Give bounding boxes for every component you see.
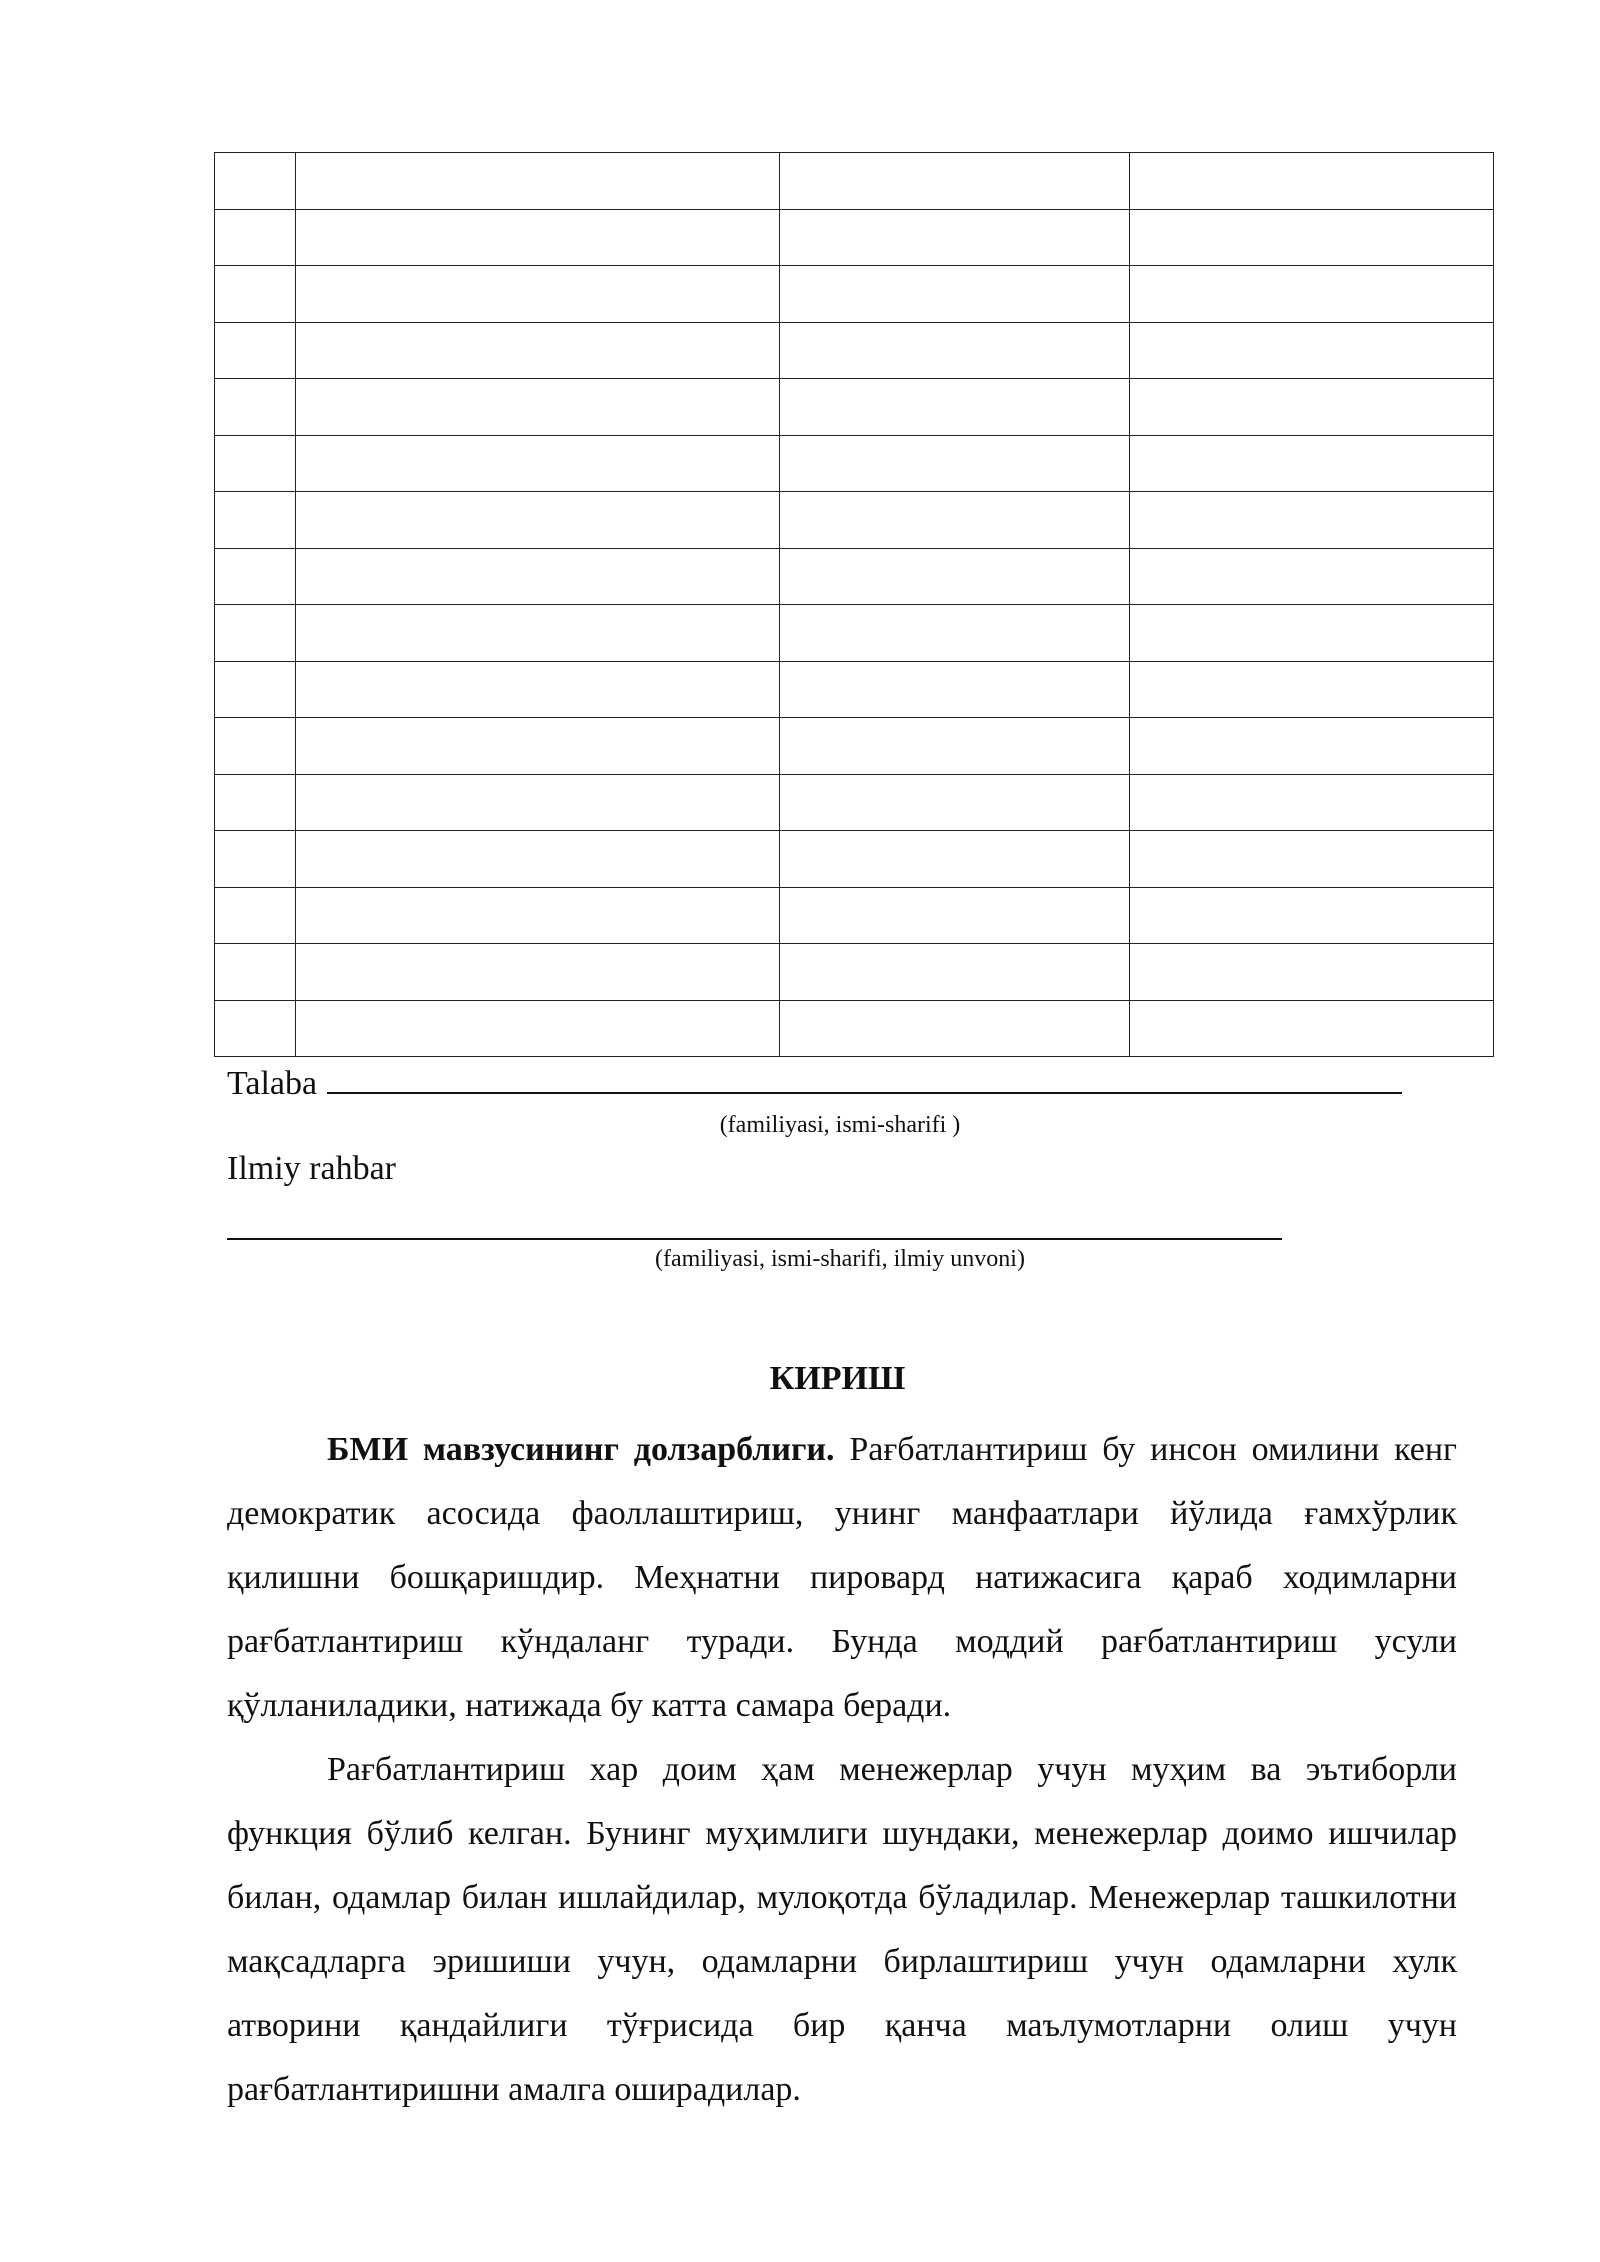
table-cell (296, 661, 780, 718)
table-cell (1130, 605, 1494, 662)
table-cell (215, 1000, 296, 1057)
blank-table (214, 152, 1494, 1057)
table-cell (215, 492, 296, 549)
table-cell (215, 266, 296, 323)
table-cell (1130, 548, 1494, 605)
table-row (215, 774, 1494, 831)
table-cell (780, 605, 1130, 662)
table-cell (780, 661, 1130, 718)
table-cell (215, 322, 296, 379)
table-cell (1130, 1000, 1494, 1057)
table-cell (780, 944, 1130, 1001)
student-name-blank (327, 1062, 1402, 1094)
table-cell (215, 379, 296, 436)
table-cell (1130, 322, 1494, 379)
table-cell (215, 153, 296, 210)
paragraph-1-lead: БМИ мавзусининг долзарблиги. (327, 1431, 835, 1468)
table-row (215, 435, 1494, 492)
table-cell (296, 153, 780, 210)
paragraph-2: Рағбатлантириш хар доим ҳам менежерлар учун муҳим ва эътиборли функция бўлиб келган. Бунинг муҳимлиги шундаки, менежерлар доимо ишчилар билан, одамлар билан ишлайдилар, мулоқотда бўладилар. Менежерлар ташкилотни мақсадларга эришиши учун, одамларни бирлаштириш учун одамларни хулк атворини қандайлиги тўғрисида бир қанча маълумотларни олиш учун рағбатлантиришни амалга оширадилар. (227, 1751, 1457, 2108)
table-cell (1130, 492, 1494, 549)
table-cell (780, 1000, 1130, 1057)
table-cell (780, 322, 1130, 379)
section-heading: КИРИШ (769, 1360, 906, 1397)
table-cell (296, 266, 780, 323)
table-cell (780, 831, 1130, 888)
table-row (215, 548, 1494, 605)
table-cell (1130, 209, 1494, 266)
supervisor-name-blank (227, 1238, 1282, 1240)
table-cell (296, 548, 780, 605)
table-cell (296, 774, 780, 831)
table-cell (215, 605, 296, 662)
table-cell (215, 435, 296, 492)
table-cell (1130, 944, 1494, 1001)
table-row (215, 944, 1494, 1001)
table-cell (1130, 266, 1494, 323)
table-cell (215, 661, 296, 718)
table-row (215, 379, 1494, 436)
table-cell (1130, 379, 1494, 436)
paragraph-1-text: Рағбатлантириш бу инсон омилини кенг демократик асосида фаоллаштириш, унинг манфаатлари йўлида ғамхўрлик қилишни бошқаришдир. Меҳнатни пировард натижасига қараб ходимларни рағбатлантириш кўндаланг туради. Бунда моддий рағбатлантириш усули қўлланиладики, натижада бу катта самара беради. (227, 1431, 1457, 1724)
table-cell (1130, 887, 1494, 944)
table-cell (296, 831, 780, 888)
table-cell (780, 379, 1130, 436)
paragraph-1 (227, 1418, 1457, 1738)
table-cell (215, 774, 296, 831)
table-cell (780, 435, 1130, 492)
table-cell (1130, 718, 1494, 775)
table-cell (780, 774, 1130, 831)
table-cell (780, 209, 1130, 266)
table-cell (780, 492, 1130, 549)
table-cell (215, 718, 296, 775)
table-cell (296, 887, 780, 944)
table-cell (215, 548, 296, 605)
table-row (215, 266, 1494, 323)
table-cell (215, 209, 296, 266)
table-row (215, 887, 1494, 944)
table-cell (215, 831, 296, 888)
table-cell (780, 266, 1130, 323)
table-row (215, 492, 1494, 549)
table-cell (296, 435, 780, 492)
table-cell (1130, 153, 1494, 210)
table-cell (780, 887, 1130, 944)
table-cell (780, 718, 1130, 775)
table-cell (1130, 435, 1494, 492)
supervisor-label: Ilmiy rahbar (227, 1150, 396, 1187)
student-label: Talaba (227, 1065, 318, 1102)
table-cell (215, 944, 296, 1001)
table-cell (296, 718, 780, 775)
table-cell (296, 944, 780, 1001)
table-row (215, 661, 1494, 718)
table-cell (1130, 661, 1494, 718)
student-signature-line (227, 1062, 1402, 1103)
table-cell (296, 379, 780, 436)
table-cell (1130, 831, 1494, 888)
table-row (215, 1000, 1494, 1057)
student-caption: (familiyasi, ismi-sharifi ) (719, 1112, 961, 1138)
table-row (215, 322, 1494, 379)
table-cell (1130, 774, 1494, 831)
table-row (215, 153, 1494, 210)
table-row (215, 605, 1494, 662)
table-row (215, 718, 1494, 775)
table-cell (296, 322, 780, 379)
table-cell (215, 887, 296, 944)
table-row (215, 831, 1494, 888)
table-cell (296, 605, 780, 662)
supervisor-caption: (familiyasi, ismi-sharifi, ilmiy unvoni) (655, 1246, 1025, 1272)
table-cell (780, 548, 1130, 605)
table-cell (780, 153, 1130, 210)
section-body (227, 1418, 1457, 2122)
table-row (215, 209, 1494, 266)
table-cell (296, 209, 780, 266)
table-cell (296, 492, 780, 549)
table-cell (296, 1000, 780, 1057)
